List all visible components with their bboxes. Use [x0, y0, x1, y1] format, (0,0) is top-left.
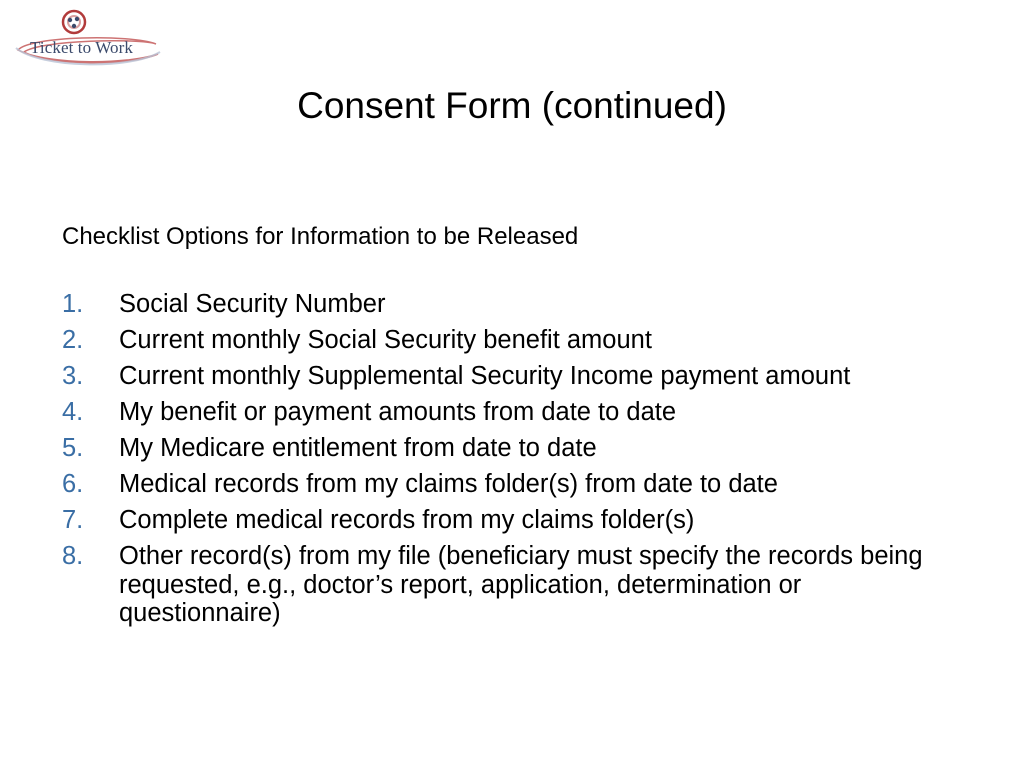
- list-item: [62, 398, 962, 427]
- list-item-number: 1.: [62, 290, 84, 318]
- list-item-number: 7.: [62, 506, 84, 534]
- list-item-number: 8.: [62, 542, 84, 570]
- page-title: Consent Form (continued): [297, 85, 727, 126]
- list-item-text: Medical records from my claims folder(s) from date to date: [119, 470, 778, 498]
- list-item: [62, 326, 962, 355]
- list-item-number: 2.: [62, 326, 84, 354]
- list-item-number: 5.: [62, 434, 84, 462]
- list-item: [62, 290, 962, 319]
- list-item: [62, 362, 962, 391]
- list-item-number: 4.: [62, 398, 84, 426]
- list-item-text: My benefit or payment amounts from date to date: [119, 398, 677, 426]
- list-item-number: 3.: [62, 362, 84, 390]
- list-item: [62, 506, 962, 535]
- ticket-to-work-logo: [10, 8, 162, 70]
- list-item-text: Current monthly Supplemental Security Income payment amount: [119, 362, 851, 390]
- list-item-text: Complete medical records from my claims folder(s): [119, 506, 695, 534]
- list-item-number: 6.: [62, 470, 84, 498]
- list-item-text: Other record(s) from my file (beneficiary must specify the records being requested, e.g., doctor’s report, application, determination or questionnaire): [119, 542, 923, 627]
- section-subtitle: Checklist Options for Information to be Released: [62, 223, 579, 250]
- list-item: [62, 434, 962, 463]
- list-item-text: Current monthly Social Security benefit amount: [119, 326, 652, 354]
- list-item-text: Social Security Number: [119, 290, 386, 318]
- logo-text: Ticket to Work: [30, 38, 133, 57]
- list-item: [62, 542, 962, 628]
- list-item: [62, 470, 962, 499]
- list-item-text: My Medicare entitlement from date to date: [119, 434, 597, 462]
- release-options-list: [62, 290, 962, 635]
